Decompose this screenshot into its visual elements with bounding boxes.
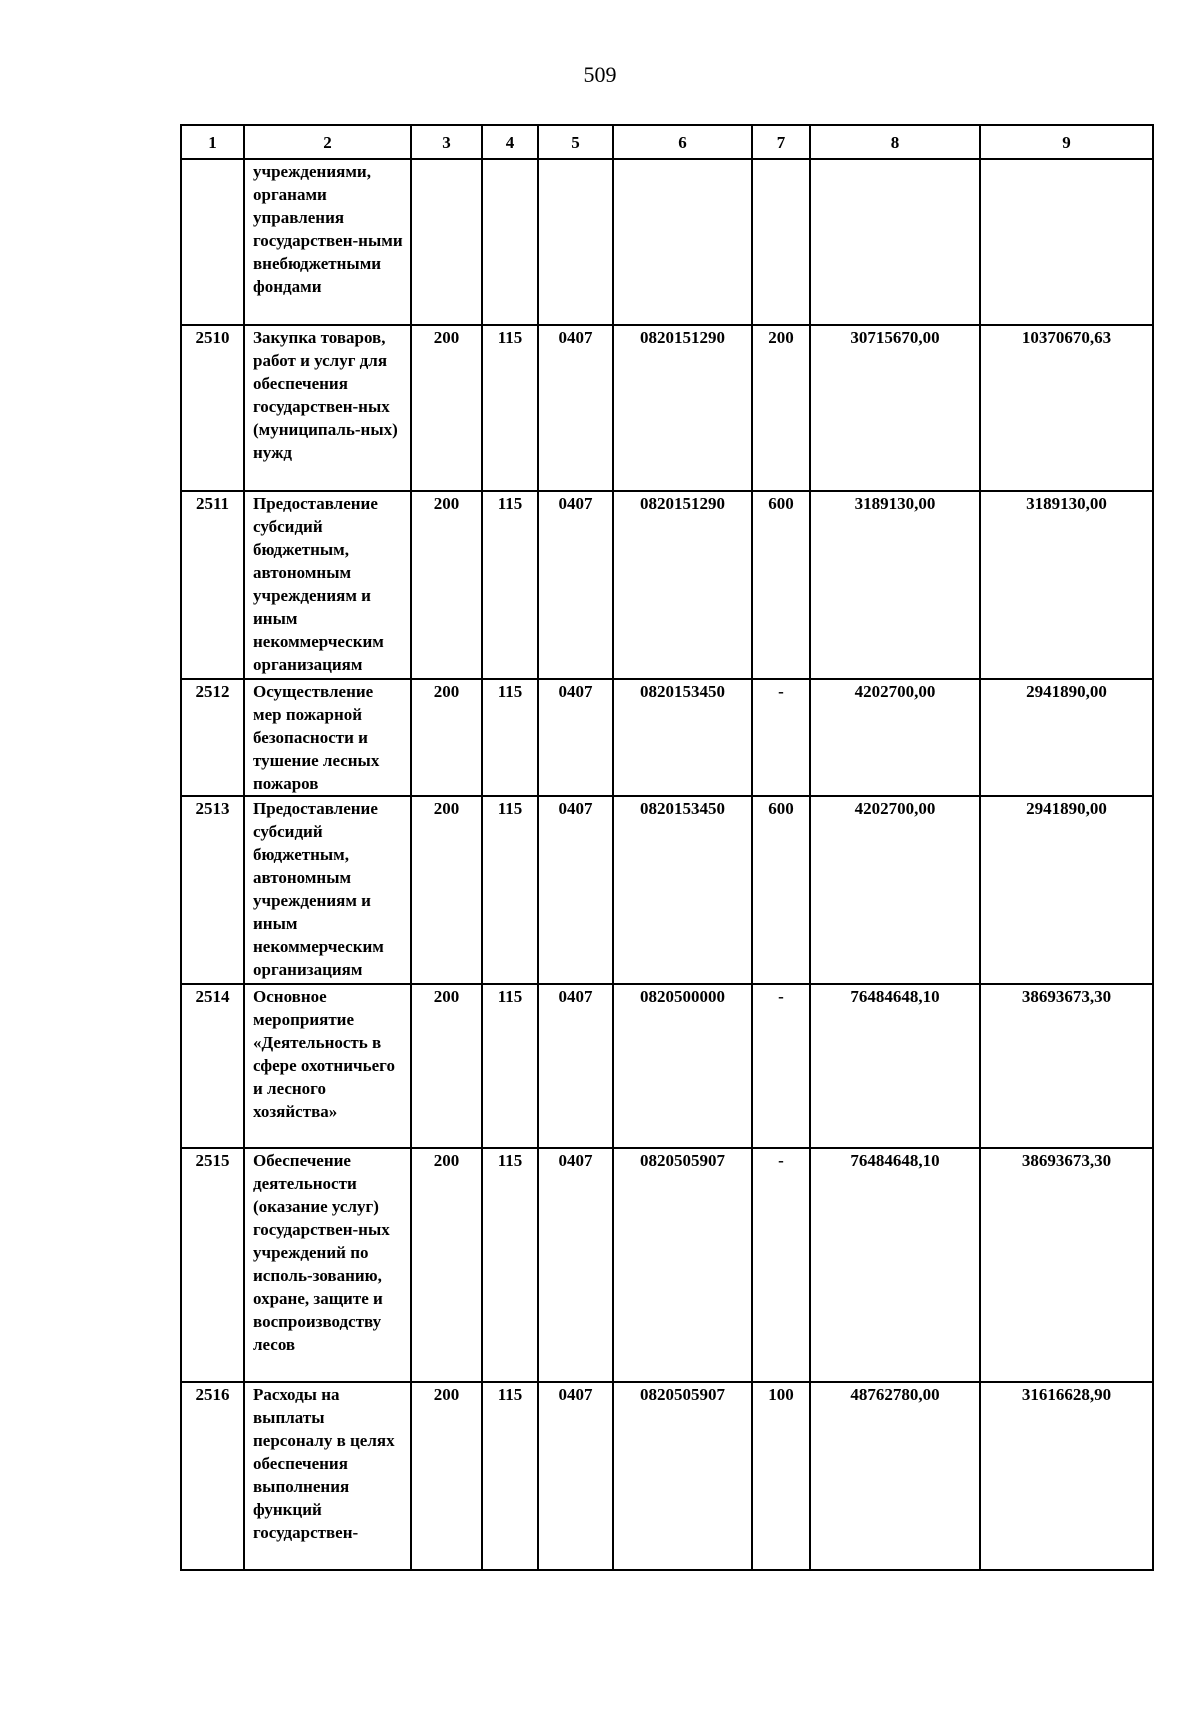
col4-cell: 115 (482, 796, 538, 984)
col4-cell: 115 (482, 679, 538, 796)
col3-cell: 200 (411, 679, 482, 796)
item-name-cell: Закупка товаров, работ и услуг для обеспечения государствен-ных (муниципаль-ных) нужд (244, 325, 411, 491)
section-code-cell: 0407 (538, 1148, 613, 1382)
target-code-cell (613, 159, 752, 325)
table-header-row (181, 125, 1153, 159)
column-header-3: 3 (411, 125, 482, 159)
planned-amount-cell: 4202700,00 (810, 796, 980, 984)
row-number-cell: 2516 (181, 1382, 244, 1570)
col4-cell: 115 (482, 325, 538, 491)
target-code-cell: 0820153450 (613, 679, 752, 796)
page-number: 509 (583, 62, 617, 87)
row-number-cell: 2513 (181, 796, 244, 984)
row-number-cell: 2515 (181, 1148, 244, 1382)
expense-type-cell: 600 (752, 796, 810, 984)
section-code-cell (538, 159, 613, 325)
column-header-8: 8 (810, 125, 980, 159)
col3-cell (411, 159, 482, 325)
table-row (181, 984, 1153, 1148)
target-code-cell: 0820153450 (613, 796, 752, 984)
column-header-5: 5 (538, 125, 613, 159)
column-header-2: 2 (244, 125, 411, 159)
section-code-cell: 0407 (538, 796, 613, 984)
item-name-cell: Расходы на выплаты персоналу в целях обеспечения выполнения функций государствен- (244, 1382, 411, 1570)
table-row (181, 1382, 1153, 1570)
item-name-cell: Основное мероприятие «Деятельность в сфере охотничьего и лесного хозяйства» (244, 984, 411, 1148)
row-number-cell: 2512 (181, 679, 244, 796)
target-code-cell: 0820500000 (613, 984, 752, 1148)
target-code-cell: 0820151290 (613, 491, 752, 679)
col4-cell (482, 159, 538, 325)
section-code-cell: 0407 (538, 491, 613, 679)
table-row (181, 325, 1153, 491)
column-header-7: 7 (752, 125, 810, 159)
table-row (181, 1148, 1153, 1382)
item-name-cell: Осуществление мер пожарной безопасности и тушение лесных пожаров (244, 679, 411, 796)
executed-amount-cell: 38693673,30 (980, 1148, 1153, 1382)
expense-type-cell: - (752, 984, 810, 1148)
column-header-4: 4 (482, 125, 538, 159)
col3-cell: 200 (411, 325, 482, 491)
section-code-cell: 0407 (538, 1382, 613, 1570)
planned-amount-cell: 76484648,10 (810, 984, 980, 1148)
col3-cell: 200 (411, 984, 482, 1148)
target-code-cell: 0820505907 (613, 1148, 752, 1382)
executed-amount-cell: 10370670,63 (980, 325, 1153, 491)
column-header-6: 6 (613, 125, 752, 159)
executed-amount-cell: 2941890,00 (980, 679, 1153, 796)
expense-type-cell: 600 (752, 491, 810, 679)
col3-cell: 200 (411, 796, 482, 984)
executed-amount-cell: 2941890,00 (980, 796, 1153, 984)
row-number-cell (181, 159, 244, 325)
section-code-cell: 0407 (538, 325, 613, 491)
table-row (181, 491, 1153, 679)
executed-amount-cell: 38693673,30 (980, 984, 1153, 1148)
item-name-cell: учреждениями, органами управления государствен-ными внебюджетными фондами (244, 159, 411, 325)
section-code-cell: 0407 (538, 984, 613, 1148)
planned-amount-cell (810, 159, 980, 325)
row-number-cell: 2510 (181, 325, 244, 491)
table-body (181, 125, 1153, 1570)
table-row (181, 679, 1153, 796)
col4-cell: 115 (482, 491, 538, 679)
expense-type-cell: - (752, 1148, 810, 1382)
planned-amount-cell: 4202700,00 (810, 679, 980, 796)
col3-cell: 200 (411, 491, 482, 679)
executed-amount-cell (980, 159, 1153, 325)
budget-table (180, 124, 1154, 1571)
col4-cell: 115 (482, 984, 538, 1148)
section-code-cell: 0407 (538, 679, 613, 796)
column-header-9: 9 (980, 125, 1153, 159)
planned-amount-cell: 76484648,10 (810, 1148, 980, 1382)
planned-amount-cell: 30715670,00 (810, 325, 980, 491)
row-number-cell: 2511 (181, 491, 244, 679)
item-name-cell: Обеспечение деятельности (оказание услуг) государствен-ных учреждений по исполь-зованию, охране, защите и воспроизводству лесов (244, 1148, 411, 1382)
target-code-cell: 0820505907 (613, 1382, 752, 1570)
col3-cell: 200 (411, 1148, 482, 1382)
item-name-cell: Предоставление субсидий бюджетным, автономным учреждениям и иным некоммерческим организациям (244, 491, 411, 679)
col4-cell: 115 (482, 1382, 538, 1570)
expense-type-cell (752, 159, 810, 325)
target-code-cell: 0820151290 (613, 325, 752, 491)
expense-type-cell: 200 (752, 325, 810, 491)
item-name-cell: Предоставление субсидий бюджетным, автономным учреждениям и иным некоммерческим организациям (244, 796, 411, 984)
col4-cell: 115 (482, 1148, 538, 1382)
planned-amount-cell: 3189130,00 (810, 491, 980, 679)
expense-type-cell: - (752, 679, 810, 796)
executed-amount-cell: 31616628,90 (980, 1382, 1153, 1570)
planned-amount-cell: 48762780,00 (810, 1382, 980, 1570)
col3-cell: 200 (411, 1382, 482, 1570)
table-row (181, 796, 1153, 984)
column-header-1: 1 (181, 125, 244, 159)
executed-amount-cell: 3189130,00 (980, 491, 1153, 679)
row-number-cell: 2514 (181, 984, 244, 1148)
expense-type-cell: 100 (752, 1382, 810, 1570)
table-row (181, 159, 1153, 325)
